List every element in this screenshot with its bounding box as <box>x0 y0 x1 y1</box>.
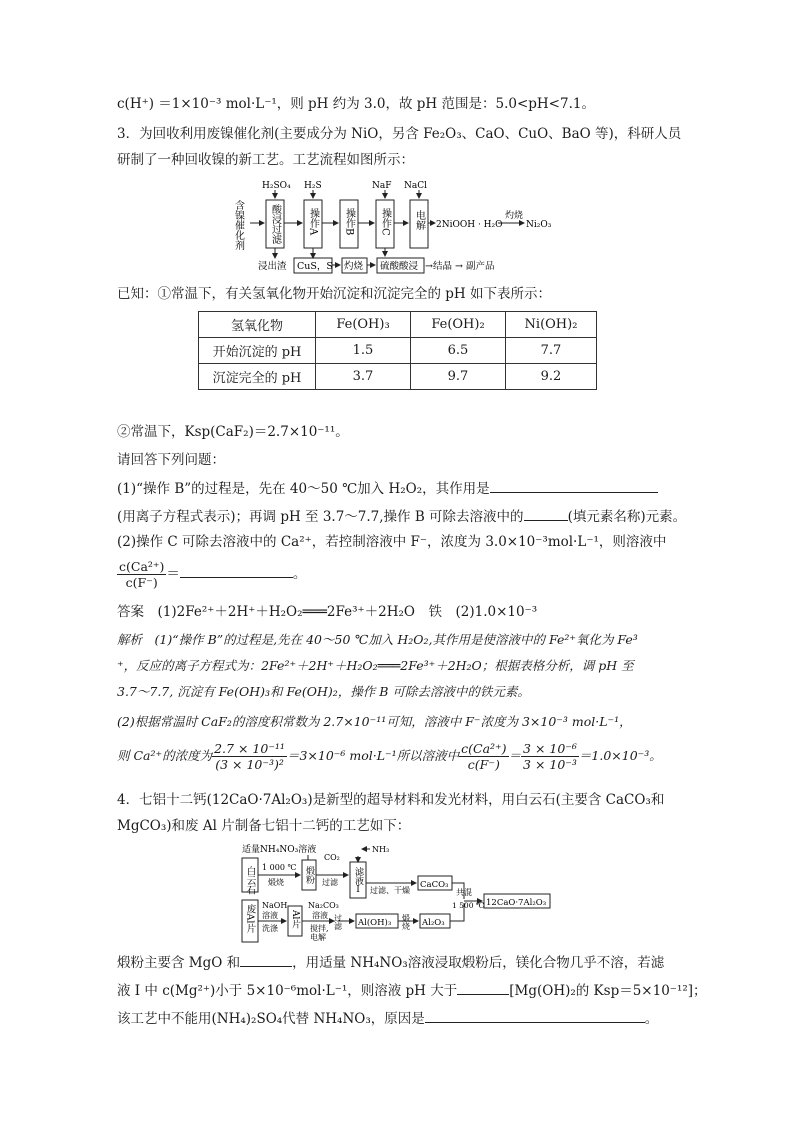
q3-box-2: 操作A <box>307 208 319 236</box>
q3-bottom-box-1: CuS，S <box>297 261 333 272</box>
q4-raw-2: 废Al片 <box>244 904 256 933</box>
q4-cond-1: 1 000 ℃ <box>262 863 297 872</box>
q3-bottom-box-3: 硫酸酸浸 <box>380 261 419 272</box>
q3-analysis-3: 3.7～7.7, 沉淀有 Fe(OH)₃和 Fe(OH)₂，操作 B 可除去溶液中的铁元素。 <box>117 684 530 699</box>
q3-arrow-label: 灼烧 <box>505 211 524 221</box>
q3-hydroxide-table <box>198 311 597 390</box>
q4-raw-1: 白云石 <box>244 866 256 895</box>
q3-known-1: 已知：①常温下，有关氢氧化物开始沉淀和沉淀完全的 pH 如下表所示： <box>117 286 551 302</box>
fraction: $\frac{\text{2.7 × 10⁻¹¹}}{\text{(3 × 10⁻³)²}}$ <box>214 741 285 772</box>
q4-co2: CO₂ <box>324 853 340 862</box>
answer-blank[interactable] <box>180 563 293 578</box>
q4-part3: 该工艺中不能用(NH₄)₂SO₄代替 NH₄NO₃，原因是 。 <box>117 1008 658 1029</box>
q4-mix: 共混 <box>456 888 472 897</box>
q3-intro-1: 3．为回收利用废镍催化剂(主要成分为 NiO，另含 Fe₂O₃、CaO、CuO、BaO 等)，科研人员 <box>117 126 682 142</box>
q4-intro-1: 4．七铝十二钙(12CaO·7Al₂O₃)是新型的超导材料和发光材料，用白云石(主要含 CaCO₃和 <box>117 792 665 808</box>
q4-op-4: 过滤 <box>333 914 343 930</box>
q4-op-2: 过滤 <box>322 878 338 887</box>
q3-part2-line2: $\frac{\text{c(Ca²⁺)}}{c(F^-)}$ ＝ 。 <box>119 559 307 590</box>
q4-op-5: 煅烧 <box>401 914 411 930</box>
q3-answer: 答案 (1)2Fe²⁺＋2H⁺＋H₂O₂═══2Fe³⁺＋2H₂O 铁 (2)1.0×10⁻³ <box>117 604 538 620</box>
q4-intro-2: MgCO₃)和废 Al 片制备七铝十二钙的工艺如下： <box>117 818 411 834</box>
q3-flowchart <box>232 178 562 278</box>
q3-final: Ni₂O₃ <box>526 220 552 230</box>
fraction: $\frac{\text{c(Ca²⁺)}}{c(F^-)}$ <box>119 559 165 590</box>
q4-mix-cond: 1 500 ℃ <box>452 901 485 910</box>
table-row <box>199 338 597 364</box>
answer-blank[interactable] <box>524 506 568 521</box>
q4-r3b: 溶液 <box>312 911 328 920</box>
table-header: Fe(OH)₃ <box>316 312 411 338</box>
q3-intro-2: 研制了一种回收镍的新工艺。工艺流程如图所示： <box>117 152 414 168</box>
q3-part1-text: (填元素名称)元素。 <box>567 509 687 525</box>
q3-part1-line1 <box>117 478 658 499</box>
q3-box-3: 操作B <box>343 208 355 236</box>
answer-blank[interactable] <box>425 1008 645 1023</box>
q3-start-label: 含镍催化剂 <box>232 200 244 250</box>
q3-analysis-2: ⁺，反应的离子方程式为：2Fe²⁺＋2H⁺＋H₂O₂═══2Fe³⁺＋2H₂O；根据表格分析，调 pH 至 <box>117 658 634 673</box>
q4-op-3: 过滤、干燥 <box>370 886 410 895</box>
q3-analysis-4: (2)根据常温时 CaF₂的溶度积常数为 2.7×10⁻¹¹可知，溶液中 F⁻浓度为 3×10⁻³ mol·L⁻¹， <box>117 714 632 729</box>
fraction: $\frac{\text{c(Ca²⁺)}}{c(F^-)}$ <box>461 741 507 772</box>
table-header-row <box>199 312 597 338</box>
table-cell: 6.5 <box>411 338 506 364</box>
q3-box-4: 操作C <box>379 208 391 236</box>
table-header: Ni(OH)₂ <box>506 312 597 338</box>
q4-nh3: NH₃ <box>372 845 390 854</box>
q4-r3c: 搅拌, <box>310 924 329 933</box>
q4-op-1: 煅烧 <box>268 878 284 887</box>
q3-reagent-4: NaCl <box>404 181 428 191</box>
q4-box-2: 滤液Ⅰ <box>353 867 363 895</box>
q3-residue: 浸出渣 <box>258 261 287 272</box>
q3-analysis-1: 解析 (1)“操作 B”的过程是,先在 40～50 ℃加入 H₂O₂,其作用是使溶液中的 Fe²⁺氧化为 Fe³ <box>117 632 638 647</box>
q4-r3d: 电解 <box>310 933 326 942</box>
table-header: Fe(OH)₂ <box>411 312 506 338</box>
table-cell: 7.7 <box>506 338 597 364</box>
prev-solution-line: c(H⁺) ＝1×10⁻³ mol·L⁻¹，则 pH 约为 3.0，故 pH 范围是：5.0<pH<7.1。 <box>117 96 595 112</box>
q4-top-reagent: 适量NH₄NO₃溶液 <box>242 845 317 855</box>
table-row <box>199 364 597 390</box>
q3-crystal: →结晶 → 副产品 <box>425 261 495 272</box>
q4-r2b: 溶液 <box>262 911 278 920</box>
q3-part1-text: (1)“操作 B”的过程是，先在 40～50 ℃加入 H₂O₂，其作用是 <box>117 481 490 497</box>
q3-part1-line2 <box>117 506 686 527</box>
q4-box-4: Al片 <box>290 910 300 929</box>
table-cell: 沉淀完全的 pH <box>199 364 316 390</box>
q3-reagent-3: NaF <box>372 181 392 191</box>
answer-blank[interactable] <box>490 478 658 493</box>
answer-blank[interactable] <box>240 952 292 967</box>
q4-r2a: NaOH <box>262 901 288 910</box>
q4-final: 12CaO·7Al₂O₃ <box>486 898 547 908</box>
q3-part1-text: (用离子方程式表示)；再调 pH 至 3.7～7.7,操作 B 可除去溶液中的 <box>117 509 524 525</box>
q3-box-1: 酸浸过滤 <box>269 204 281 244</box>
answer-blank[interactable] <box>457 980 509 995</box>
table-header: 氢氧化物 <box>199 312 316 338</box>
table-cell: 9.2 <box>506 364 597 390</box>
q4-flowchart <box>238 842 558 946</box>
q3-part2-line1: (2)操作 C 可除去溶液中的 Ca²⁺，若控制溶液中 F⁻，浓度为 3.0×10⁻³mol·L⁻¹，则溶液中 <box>117 534 667 550</box>
q4-box-1: 煅粉 <box>304 866 314 884</box>
table-cell: 9.7 <box>411 364 506 390</box>
table-cell: 3.7 <box>316 364 411 390</box>
q4-r2c: 洗涤 <box>262 924 278 933</box>
q3-ask: 请回答下列问题： <box>117 452 225 468</box>
q3-known-2: ②常温下，Ksp(CaF₂)＝2.7×10⁻¹¹。 <box>117 424 349 440</box>
q4-part2: 液 I 中 c(Mg²⁺)小于 5×10⁻⁶mol·L⁻¹，则溶液 pH 大于 [Mg(OH)₂的 Ksp＝5×10⁻¹²]； <box>117 980 707 1001</box>
q3-reagent-2: H₂S <box>304 181 322 191</box>
q3-box-5: 电解 <box>413 210 425 230</box>
q4-r3a: Na₂CO₃ <box>308 901 339 910</box>
q4-part1: 煅粉主要含 MgO 和 ，用适量 NH₄NO₃溶液浸取煅粉后，镁化合物几乎不溶，若滤 <box>117 952 664 973</box>
q3-bottom-box-2: 灼烧 <box>344 261 364 272</box>
q3-reagent-1: H₂SO₄ <box>262 181 291 191</box>
q3-analysis-5: 则 Ca²⁺的浓度为 $\frac{\text{2.7 × 10⁻¹¹}}{\text{(3 × 10⁻³)²}}$ ＝3×10⁻⁶ mol·L⁻¹所以溶液中 $\frac{\text{c(Ca²⁺)}}{c(F^-)}$ ＝ $\frac{\text{3 × 10⁻⁶}}{\text{3 × 10⁻³}}$ ＝1.0×10⁻³。 <box>117 741 662 772</box>
table-cell: 开始沉淀的 pH <box>199 338 316 364</box>
q4-box-3: CaCO₃ <box>420 880 449 890</box>
q4-box-5: Al(OH)₃ <box>358 918 392 928</box>
table-cell: 1.5 <box>316 338 411 364</box>
q4-box-6: Al₂O₃ <box>422 918 445 928</box>
q3-product: 2NiOOH · H₂O <box>436 220 503 230</box>
fraction: $\frac{\text{3 × 10⁻⁶}}{\text{3 × 10⁻³}}$ <box>523 741 577 772</box>
